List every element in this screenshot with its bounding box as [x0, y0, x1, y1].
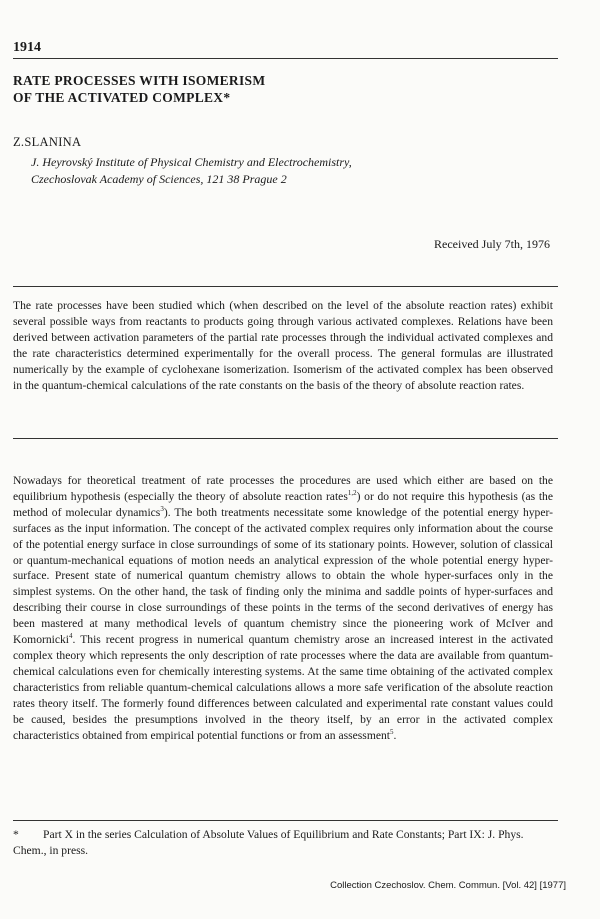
footnote — [13, 827, 558, 859]
affiliation — [31, 154, 352, 188]
title-line: OF THE ACTIVATED COMPLEX* — [13, 90, 231, 105]
body-text-segment: . — [393, 728, 397, 742]
reference-mark: 5 — [390, 727, 394, 736]
affiliation-line: Czechoslovak Academy of Sciences, 121 38 Prague 2 — [31, 172, 287, 186]
body-text-segment: ) or do not require this hypothesis (as the method of molecular dynamics — [13, 489, 553, 519]
footnote-mark: * — [13, 828, 19, 841]
body-text-segment: . This recent progress in numerical quantum chemistry arose an increased interest in the activated complex theory which represents the only description of rate processes where the data are available from quantum-chemical calculations even for chemically interesting systems. At the same time obtaining of the activated complex characteristics from reliable quantum-chemical calculations allows a more safe verification of the absolute reaction rates theory itself. The formerly found differences between calculated and experimental rate constant values could be caused, besides the presumptions involved in the theory itself, by an error in the activated complex characteristics obtained from empirical potential functions or from an assessment — [13, 633, 553, 742]
abstract: The rate processes have been studied which (when described on the level of the absolute reaction rates) exhibit several possible ways from reactants to products going through various activated complexes. Relations have been derived between activation parameters of the partial rate processes through the individual activated complexes and the rate characteristics determined experimentally for the overall process. The general formulas are illustrated numerically by the example of cyclohexane isomerization. Isomerism of the activated complex has been observed in the quantum-chemical calculations of the rate constants on the basis of the theory of absolute reaction rates. — [13, 299, 553, 392]
title-line: RATE PROCESSES WITH ISOMERISM — [13, 73, 266, 88]
body-paragraph — [13, 473, 553, 743]
footnote-text: Part X in the series Calculation of Absolute Values of Equilibrium and Rate Constants; Part IX: J. Phys. Chem., in press. — [13, 828, 524, 857]
abstract-bottom-rule — [13, 438, 558, 439]
received-date: Received July 7th, 1976 — [434, 237, 550, 251]
header-rule — [13, 58, 558, 59]
author: Z.SLANINA — [13, 135, 82, 149]
journal-citation: Collection Czechoslov. Chem. Commun. [Vol. 42] [1977] — [330, 880, 566, 891]
abstract-top-rule — [13, 286, 558, 287]
footnote-rule — [13, 820, 558, 821]
reference-mark: 1,2 — [347, 489, 357, 498]
page-number: 1914 — [13, 40, 41, 55]
reference-mark: 3 — [160, 504, 164, 513]
body-text-segment: Nowadays for theoretical treatment of rate processes the procedures are used which either are based on the equilibrium hypothesis (especially the theory of absolute reaction rates — [13, 474, 553, 503]
body-text-segment: ). The both treatments necessitate some knowledge of the potential energy hyper-surfaces as the input information. The concept of the activated complex requires only information about the course of the potential energy surface in close surroundings of some of its stationary points. However, solution of classical or quantum-mechanical equations of motion needs an analytical expression of the whole potential energy hyper-surface. Present state of numerical quantum chemistry allows to obtain the whole hyper-surfaces only in the simplest systems. On the other hand, the task of finding only the minima and saddle points of hyper-surfaces and describing their course in close surroundings of these points in the terms of the second derivatives of energy has been mastered at many methodical levels of quantum chemistry since the pioneering work of McIver and Komornicki — [13, 505, 553, 647]
article-title — [13, 72, 265, 106]
affiliation-line: J. Heyrovský Institute of Physical Chemistry and Electrochemistry, — [31, 155, 352, 169]
reference-mark: 4 — [69, 632, 73, 641]
